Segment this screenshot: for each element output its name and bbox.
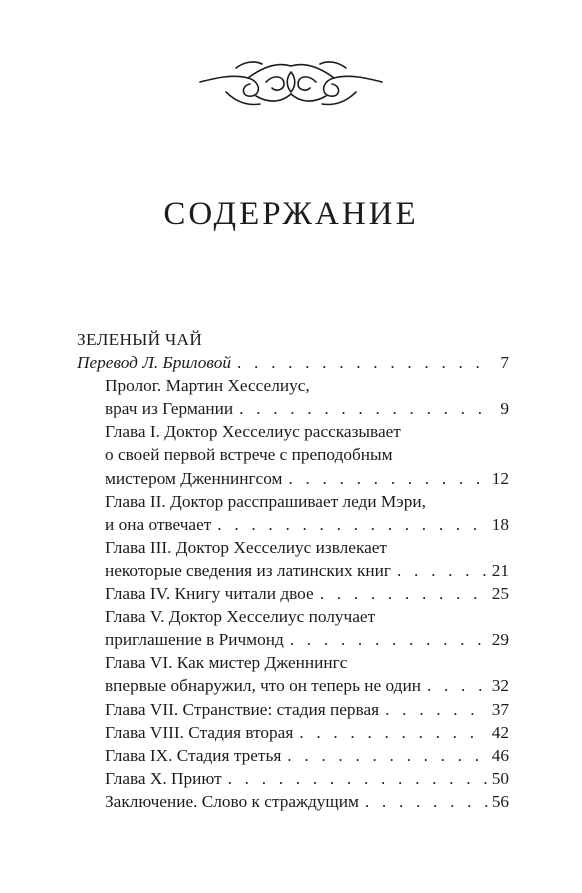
page-number: 7 <box>500 353 509 373</box>
entry-line: Глава II. Доктор расспрашивает леди Мэри, <box>105 491 426 511</box>
dot-leader <box>290 628 488 651</box>
entry-line: некоторые сведения из латинских книг <box>105 560 392 580</box>
toc-entry[interactable] <box>77 420 509 489</box>
page-number: 37 <box>491 699 509 719</box>
page-number: 50 <box>491 768 509 788</box>
toc-entry[interactable] <box>77 790 509 813</box>
toc-entry[interactable] <box>77 374 509 420</box>
page-number: 29 <box>491 630 509 650</box>
page-number: 32 <box>491 676 509 696</box>
section-title: ЗЕЛЕНЫЙ ЧАЙ <box>77 330 203 349</box>
scroll-flourish-ornament-icon <box>196 52 386 118</box>
entry-line: Глава IV. Книгу читали двое <box>105 584 314 604</box>
dot-leader <box>320 582 488 605</box>
translator-label: Перевод Л. Бриловой <box>77 353 231 373</box>
page-number: 25 <box>491 584 509 604</box>
page-number: 9 <box>500 399 509 419</box>
table-of-contents <box>77 328 509 813</box>
dot-leader <box>299 721 487 744</box>
dot-leader <box>239 397 491 420</box>
toc-entry[interactable] <box>77 698 509 721</box>
dot-leader <box>288 467 487 490</box>
page-number: 12 <box>491 468 509 488</box>
page-number: 21 <box>491 560 509 580</box>
entry-line: приглашение в Ричмонд <box>105 630 284 650</box>
dot-leader <box>237 351 491 374</box>
dot-leader <box>287 744 487 767</box>
toc-entry[interactable] <box>77 490 509 536</box>
toc-entry[interactable] <box>77 582 509 605</box>
toc-entry-translator[interactable] <box>77 351 509 374</box>
page-number: 18 <box>491 514 509 534</box>
entry-line: Глава VII. Странствие: стадия первая <box>105 699 380 719</box>
toc-entry[interactable] <box>77 721 509 744</box>
entry-line: Глава III. Доктор Хесселиус извлекает <box>105 537 387 557</box>
entry-line: о своей первой встрече с преподобным <box>105 445 393 465</box>
entry-line: мистером Дженнингсом <box>105 468 283 488</box>
entry-line: и она отвечает <box>105 514 212 534</box>
toc-entry[interactable] <box>77 767 509 790</box>
page-number: 46 <box>491 745 509 765</box>
dot-leader <box>365 790 488 813</box>
dot-leader <box>217 513 487 536</box>
dot-leader <box>228 767 488 790</box>
dot-leader <box>385 698 488 721</box>
entry-line: Глава X. Приют <box>105 768 222 788</box>
page-number: 42 <box>491 722 509 742</box>
entry-line: Пролог. Мартин Хесселиус, <box>105 376 310 396</box>
entry-line: Заключение. Слово к страждущим <box>105 791 359 811</box>
toc-entry[interactable] <box>77 744 509 767</box>
entry-line: врач из Германии <box>105 399 234 419</box>
toc-entry[interactable] <box>77 536 509 582</box>
entry-line: Глава VIII. Стадия вторая <box>105 722 294 742</box>
toc-entry[interactable] <box>77 651 509 697</box>
page-number: 56 <box>491 791 509 811</box>
page-title: СОДЕРЖАНИЕ <box>163 196 419 232</box>
entry-line: Глава I. Доктор Хесселиус рассказывает <box>105 422 401 442</box>
entry-line: впервые обнаружил, что он теперь не один <box>105 676 421 696</box>
dot-leader <box>397 559 488 582</box>
dot-leader <box>427 674 488 697</box>
entry-line: Глава VI. Как мистер Дженнингс <box>105 653 348 673</box>
entry-line: Глава IX. Стадия третья <box>105 745 282 765</box>
entry-line: Глава V. Доктор Хесселиус получает <box>105 607 376 627</box>
toc-entry[interactable] <box>77 605 509 651</box>
